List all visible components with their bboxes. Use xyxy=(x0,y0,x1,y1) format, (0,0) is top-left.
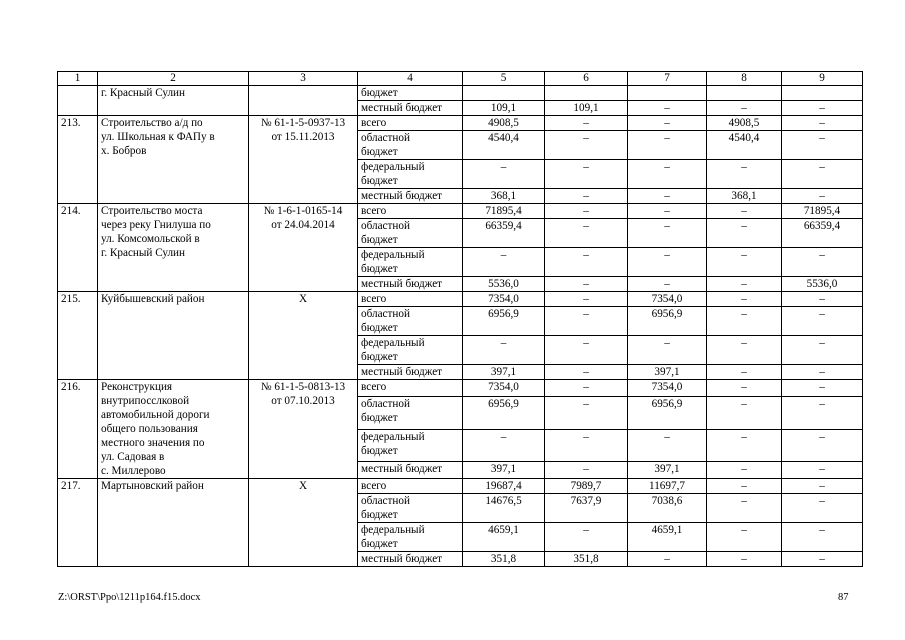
value-cell-col-6: – xyxy=(545,523,628,552)
value-cell-col-5: 368,1 xyxy=(463,189,545,204)
funding-source: всего xyxy=(358,204,463,219)
value-cell-col-5: 71895,4 xyxy=(463,204,545,219)
value-cell-col-8: – xyxy=(707,160,782,189)
value-cell-col-7: – xyxy=(628,131,707,160)
header-cell-9: 9 xyxy=(782,72,863,86)
value-cell-col-5: 397,1 xyxy=(463,462,545,479)
value-cell-col-7 xyxy=(628,86,707,101)
value-cell-col-7: 397,1 xyxy=(628,365,707,380)
value-cell-col-8: – xyxy=(707,307,782,336)
value-cell-col-6: 7637,9 xyxy=(545,494,628,523)
funding-source: всего xyxy=(358,116,463,131)
value-cell-col-5: 19687,4 xyxy=(463,479,545,494)
value-cell-col-9: – xyxy=(782,160,863,189)
value-cell-col-8: – xyxy=(707,292,782,307)
value-cell-col-7: – xyxy=(628,277,707,292)
value-cell-col-5: 4908,5 xyxy=(463,116,545,131)
value-cell-col-8: – xyxy=(707,462,782,479)
value-cell-col-5: 7354,0 xyxy=(463,292,545,307)
footer-page-number: 87 xyxy=(838,592,849,603)
value-cell-col-8: – xyxy=(707,219,782,248)
value-cell-col-7: 6956,9 xyxy=(628,396,707,429)
item-number xyxy=(58,86,98,116)
value-cell-col-6: – xyxy=(545,307,628,336)
item-document: № 61-1-5-0937-13 от 15.11.2013 xyxy=(249,116,358,204)
value-cell-col-6: 7989,7 xyxy=(545,479,628,494)
value-cell-col-7: 7354,0 xyxy=(628,380,707,397)
value-cell-col-6: – xyxy=(545,204,628,219)
value-cell-col-6: – xyxy=(545,131,628,160)
value-cell-col-5: 4659,1 xyxy=(463,523,545,552)
value-cell-col-9 xyxy=(782,86,863,101)
value-cell-col-5: 6956,9 xyxy=(463,307,545,336)
table-row xyxy=(58,204,863,219)
value-cell-col-9: – xyxy=(782,429,863,462)
value-cell-col-6: 109,1 xyxy=(545,101,628,116)
value-cell-col-8: 4908,5 xyxy=(707,116,782,131)
funding-source: местный бюджет xyxy=(358,101,463,116)
value-cell-col-6: – xyxy=(545,277,628,292)
value-cell-col-7: 6956,9 xyxy=(628,307,707,336)
header-cell-2: 2 xyxy=(98,72,249,86)
value-cell-col-8: – xyxy=(707,494,782,523)
value-cell-col-7: 4659,1 xyxy=(628,523,707,552)
value-cell-col-5: 66359,4 xyxy=(463,219,545,248)
value-cell-col-6: – xyxy=(545,462,628,479)
value-cell-col-6: – xyxy=(545,189,628,204)
value-cell-col-9: – xyxy=(782,131,863,160)
value-cell-col-6: – xyxy=(545,292,628,307)
table-row xyxy=(58,86,863,101)
value-cell-col-6: – xyxy=(545,219,628,248)
funding-source: бюджет xyxy=(358,86,463,101)
funding-source: федеральный бюджет xyxy=(358,336,463,365)
item-name: Куйбышевский район xyxy=(98,292,249,380)
value-cell-col-8: 4540,4 xyxy=(707,131,782,160)
value-cell-col-7: – xyxy=(628,219,707,248)
funding-source: местный бюджет xyxy=(358,552,463,567)
value-cell-col-5: – xyxy=(463,429,545,462)
value-cell-col-8: – xyxy=(707,479,782,494)
header-cell-6: 6 xyxy=(545,72,628,86)
value-cell-col-8: – xyxy=(707,429,782,462)
value-cell-col-5: 14676,5 xyxy=(463,494,545,523)
value-cell-col-7: 11697,7 xyxy=(628,479,707,494)
value-cell-col-7: – xyxy=(628,552,707,567)
funding-source: федеральный бюджет xyxy=(358,160,463,189)
value-cell-col-7: – xyxy=(628,204,707,219)
funding-source: областной бюджет xyxy=(358,131,463,160)
value-cell-col-6: – xyxy=(545,396,628,429)
value-cell-col-7: 7038,6 xyxy=(628,494,707,523)
value-cell-col-9: – xyxy=(782,101,863,116)
value-cell-col-8: 368,1 xyxy=(707,189,782,204)
value-cell-col-6: – xyxy=(545,160,628,189)
funding-source: федеральный бюджет xyxy=(358,429,463,462)
table-body xyxy=(58,86,863,567)
item-document: Х xyxy=(249,479,358,567)
value-cell-col-6: – xyxy=(545,116,628,131)
value-cell-col-7: – xyxy=(628,429,707,462)
item-number: 214. xyxy=(58,204,98,292)
item-number: 217. xyxy=(58,479,98,567)
item-document: № 1-6-1-0165-14 от 24.04.2014 xyxy=(249,204,358,292)
value-cell-col-6: – xyxy=(545,365,628,380)
value-cell-col-5 xyxy=(463,86,545,101)
value-cell-col-9: 66359,4 xyxy=(782,219,863,248)
item-document xyxy=(249,86,358,116)
value-cell-col-9: – xyxy=(782,462,863,479)
value-cell-col-6: – xyxy=(545,429,628,462)
item-name: Мартыновский район xyxy=(98,479,249,567)
value-cell-col-9: – xyxy=(782,307,863,336)
value-cell-col-5: – xyxy=(463,336,545,365)
table-row xyxy=(58,292,863,307)
item-document: Х xyxy=(249,292,358,380)
value-cell-col-9: – xyxy=(782,380,863,397)
table-row xyxy=(58,380,863,397)
value-cell-col-8: – xyxy=(707,365,782,380)
funding-source: федеральный бюджет xyxy=(358,248,463,277)
funding-source: местный бюджет xyxy=(358,365,463,380)
value-cell-col-9: – xyxy=(782,396,863,429)
item-number: 216. xyxy=(58,380,98,479)
header-row xyxy=(58,72,863,86)
value-cell-col-7: – xyxy=(628,160,707,189)
funding-source: областной бюджет xyxy=(358,494,463,523)
funding-source: местный бюджет xyxy=(358,277,463,292)
funding-source: всего xyxy=(358,380,463,397)
value-cell-col-5: 351,8 xyxy=(463,552,545,567)
value-cell-col-8: – xyxy=(707,396,782,429)
item-number: 215. xyxy=(58,292,98,380)
funding-source: областной бюджет xyxy=(358,219,463,248)
value-cell-col-8: – xyxy=(707,101,782,116)
funding-source: областной бюджет xyxy=(358,307,463,336)
value-cell-col-8: – xyxy=(707,277,782,292)
value-cell-col-6: 351,8 xyxy=(545,552,628,567)
value-cell-col-5: – xyxy=(463,160,545,189)
footer-file-path: Z:\ORST\Ppo\1211p164.f15.docx xyxy=(58,592,201,603)
item-number: 213. xyxy=(58,116,98,204)
value-cell-col-7: – xyxy=(628,101,707,116)
header-cell-8: 8 xyxy=(707,72,782,86)
value-cell-col-8: – xyxy=(707,248,782,277)
value-cell-col-8: – xyxy=(707,204,782,219)
value-cell-col-7: – xyxy=(628,189,707,204)
header-cell-5: 5 xyxy=(463,72,545,86)
value-cell-col-7: 7354,0 xyxy=(628,292,707,307)
value-cell-col-7: – xyxy=(628,248,707,277)
value-cell-col-9: – xyxy=(782,494,863,523)
value-cell-col-8: – xyxy=(707,380,782,397)
header-cell-3: 3 xyxy=(249,72,358,86)
budget-table xyxy=(57,71,863,567)
item-name: г. Красный Сулин xyxy=(98,86,249,116)
funding-source: федеральный бюджет xyxy=(358,523,463,552)
value-cell-col-8 xyxy=(707,86,782,101)
table-row xyxy=(58,116,863,131)
value-cell-col-9: – xyxy=(782,365,863,380)
value-cell-col-5: 397,1 xyxy=(463,365,545,380)
value-cell-col-9: – xyxy=(782,336,863,365)
funding-source: всего xyxy=(358,292,463,307)
item-name: Реконструкция внутрипосслковой автомобильной дороги общего пользования местного значения по ул. Садовая в с. Миллерово xyxy=(98,380,249,479)
value-cell-col-9: – xyxy=(782,292,863,307)
value-cell-col-9: – xyxy=(782,552,863,567)
value-cell-col-7: 397,1 xyxy=(628,462,707,479)
value-cell-col-9: – xyxy=(782,523,863,552)
item-name: Строительство моста через реку Гнилуша по ул. Комсомольской в г. Красный Сулин xyxy=(98,204,249,292)
value-cell-col-9: – xyxy=(782,189,863,204)
value-cell-col-9: – xyxy=(782,479,863,494)
table-row xyxy=(58,479,863,494)
header-cell-1: 1 xyxy=(58,72,98,86)
value-cell-col-9: – xyxy=(782,248,863,277)
value-cell-col-7: – xyxy=(628,336,707,365)
value-cell-col-9: 5536,0 xyxy=(782,277,863,292)
value-cell-col-8: – xyxy=(707,336,782,365)
value-cell-col-5: 109,1 xyxy=(463,101,545,116)
value-cell-col-5: 6956,9 xyxy=(463,396,545,429)
value-cell-col-6 xyxy=(545,86,628,101)
header-cell-7: 7 xyxy=(628,72,707,86)
value-cell-col-8: – xyxy=(707,552,782,567)
value-cell-col-5: 7354,0 xyxy=(463,380,545,397)
value-cell-col-5: 5536,0 xyxy=(463,277,545,292)
item-document: № 61-1-5-0813-13 от 07.10.2013 xyxy=(249,380,358,479)
value-cell-col-8: – xyxy=(707,523,782,552)
funding-source: областной бюджет xyxy=(358,396,463,429)
value-cell-col-9: 71895,4 xyxy=(782,204,863,219)
item-name: Строительство а/д по ул. Школьная к ФАПу в х. Бобров xyxy=(98,116,249,204)
value-cell-col-6: – xyxy=(545,380,628,397)
value-cell-col-9: – xyxy=(782,116,863,131)
funding-source: всего xyxy=(358,479,463,494)
funding-source: местный бюджет xyxy=(358,189,463,204)
value-cell-col-5: – xyxy=(463,248,545,277)
value-cell-col-7: – xyxy=(628,116,707,131)
value-cell-col-6: – xyxy=(545,336,628,365)
value-cell-col-6: – xyxy=(545,248,628,277)
value-cell-col-5: 4540,4 xyxy=(463,131,545,160)
header-cell-4: 4 xyxy=(358,72,463,86)
funding-source: местный бюджет xyxy=(358,462,463,479)
